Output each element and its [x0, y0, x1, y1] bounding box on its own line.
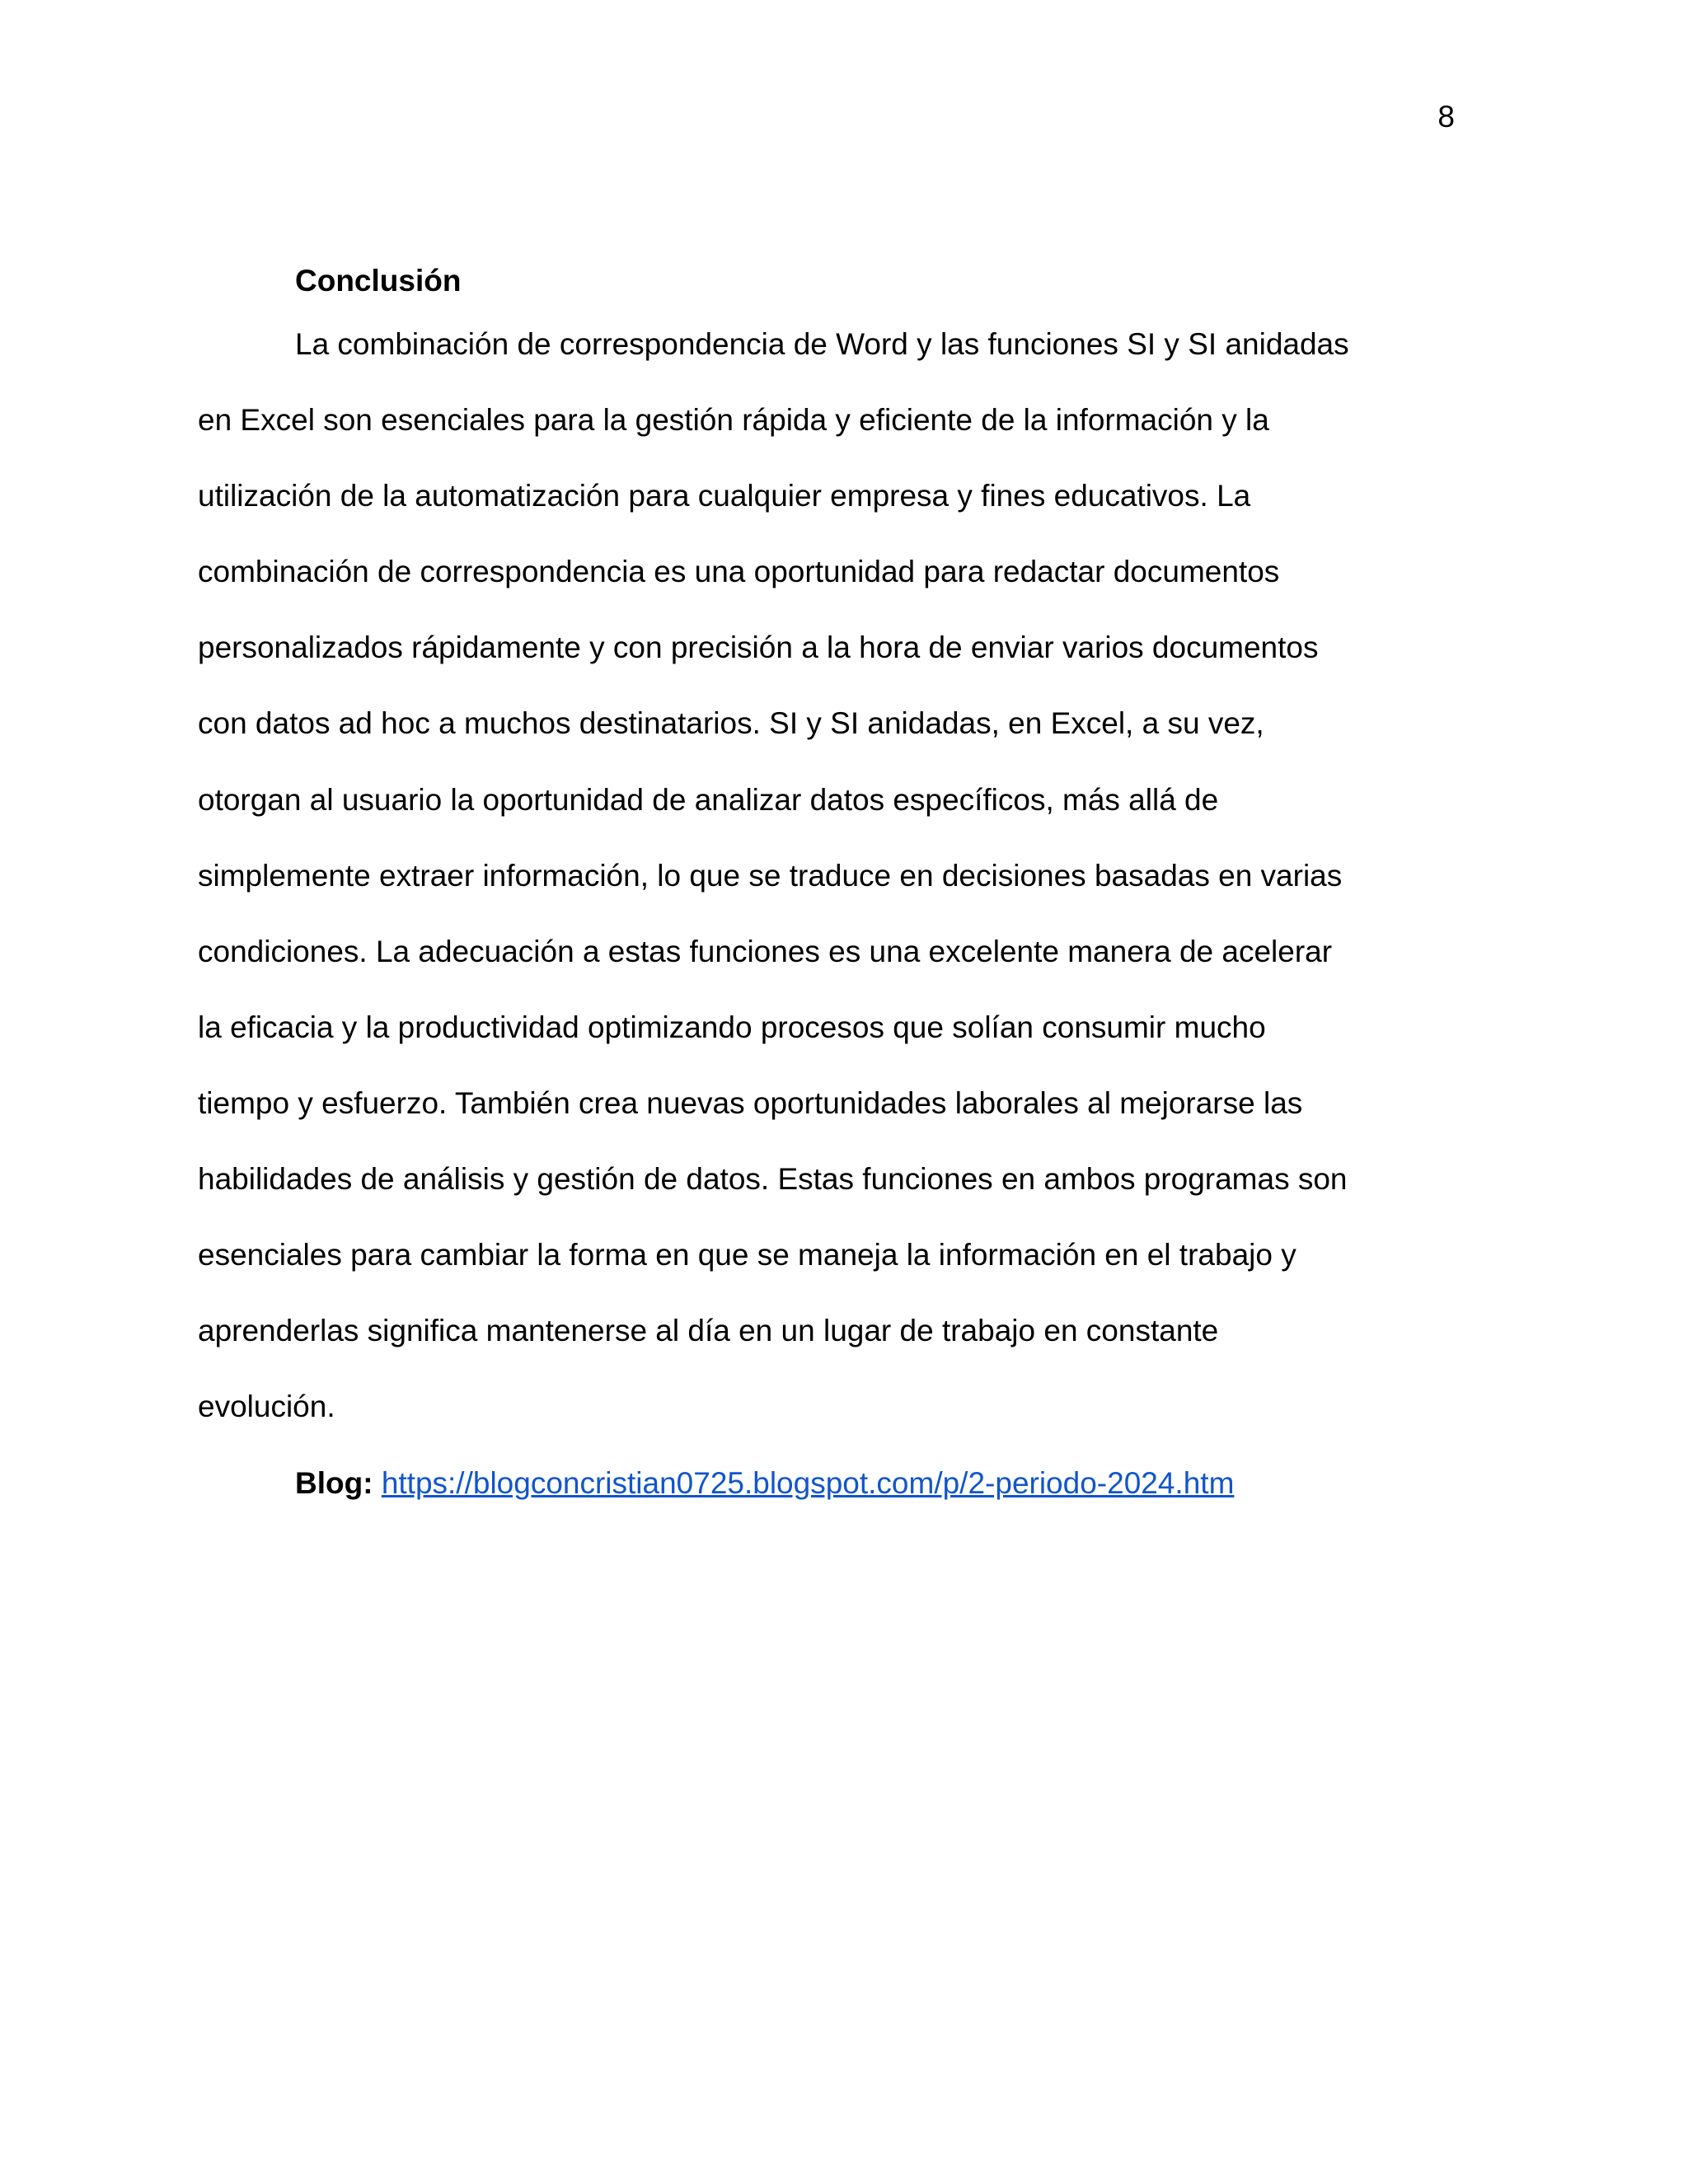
blog-line — [198, 1458, 1451, 1509]
section-heading: Conclusión — [295, 264, 462, 298]
document-body — [198, 255, 1451, 1509]
blog-label: Blog: — [295, 1466, 373, 1501]
blog-link[interactable]: https://blogconcristian0725.blogspot.com/p/2-periodo-2024.htm — [381, 1466, 1235, 1501]
conclusion-paragraph: La combinación de correspondencia de Word y las funciones SI y SI anidadas en Excel son esenciales para la gestión rápida y eficiente de la información y la utilización de la automatización para cualquier empresa y fines educativos. La combinación de correspondencia es una oportunidad para redactar documentos personalizados rápidamente y con precisión a la hora de enviar varios documentos con datos ad hoc a muchos destinatarios. SI y SI anidadas, en Excel, a su vez, otorgan al usuario la oportunidad de analizar datos específicos, más allá de simplemente extraer información, lo que se traduce en decisiones basadas en varias condiciones. La adecuación a estas funciones es una excelente manera de acelerar la eficacia y la productividad optimizando procesos que solían consumir mucho tiempo y esfuerzo. También crea nuevas oportunidades laborales al mejorarse las habilidades de análisis y gestión de datos. Estas funciones en ambos programas son esenciales para cambiar la forma en que se maneja la información en el trabajo y aprenderlas significa mantenerse al día en un lugar de trabajo en constante evolución. — [198, 327, 1349, 1424]
page-number: 8 — [1437, 100, 1455, 134]
